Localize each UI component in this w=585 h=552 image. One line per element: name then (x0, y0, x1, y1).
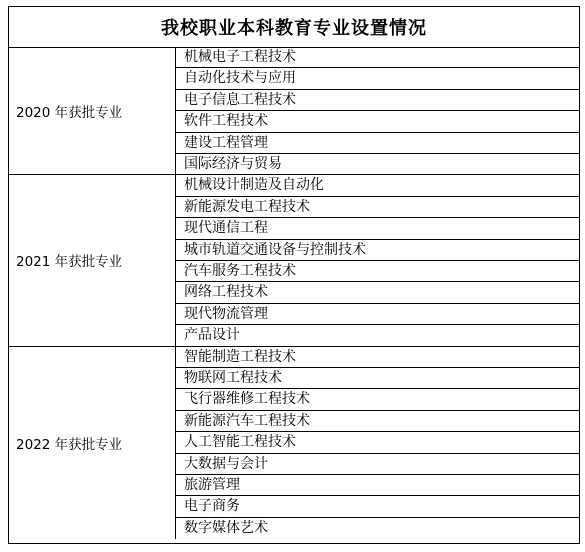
major-row: 建设工程管理 (176, 133, 579, 154)
year-group (9, 47, 579, 175)
year-label: 2020 年获批专业 (9, 47, 176, 174)
year-label: 2022 年获批专业 (9, 347, 176, 540)
major-row: 汽车服务工程技术 (176, 261, 579, 282)
major-row: 网络工程技术 (176, 282, 579, 303)
major-row: 电子信息工程技术 (176, 90, 579, 111)
major-row: 物联网工程技术 (176, 368, 579, 389)
major-row: 产品设计 (184, 327, 240, 344)
major-row: 现代物流管理 (176, 304, 579, 325)
major-row: 电子商务 (176, 496, 579, 517)
major-row: 智能制造工程技术 (176, 347, 579, 368)
major-row: 自动化技术与应用 (176, 68, 579, 89)
table-title: 我校职业本科教育专业设置情况 (9, 7, 579, 48)
major-row: 机械电子工程技术 (176, 47, 579, 68)
major-row: 人工智能工程技术 (176, 432, 579, 453)
major-row: 软件工程技术 (176, 111, 579, 132)
major-row: 数字媒体艺术 (184, 519, 268, 536)
major-row: 新能源发电工程技术 (176, 197, 579, 218)
year-group (9, 175, 579, 346)
majors-table (8, 6, 580, 544)
year-group (9, 347, 579, 540)
major-row: 新能源汽车工程技术 (176, 411, 579, 432)
major-row: 大数据与会计 (176, 454, 579, 475)
major-list (176, 347, 579, 540)
major-row: 机械设计制造及自动化 (176, 175, 579, 196)
major-row: 旅游管理 (176, 475, 579, 496)
major-list (176, 175, 579, 345)
major-row: 飞行器维修工程技术 (176, 389, 579, 410)
major-list (176, 47, 579, 174)
major-row: 现代通信工程 (176, 218, 579, 239)
major-row: 国际经济与贸易 (184, 156, 282, 172)
year-label: 2021 年获批专业 (9, 175, 176, 345)
major-row: 城市轨道交通设备与控制技术 (176, 240, 579, 261)
